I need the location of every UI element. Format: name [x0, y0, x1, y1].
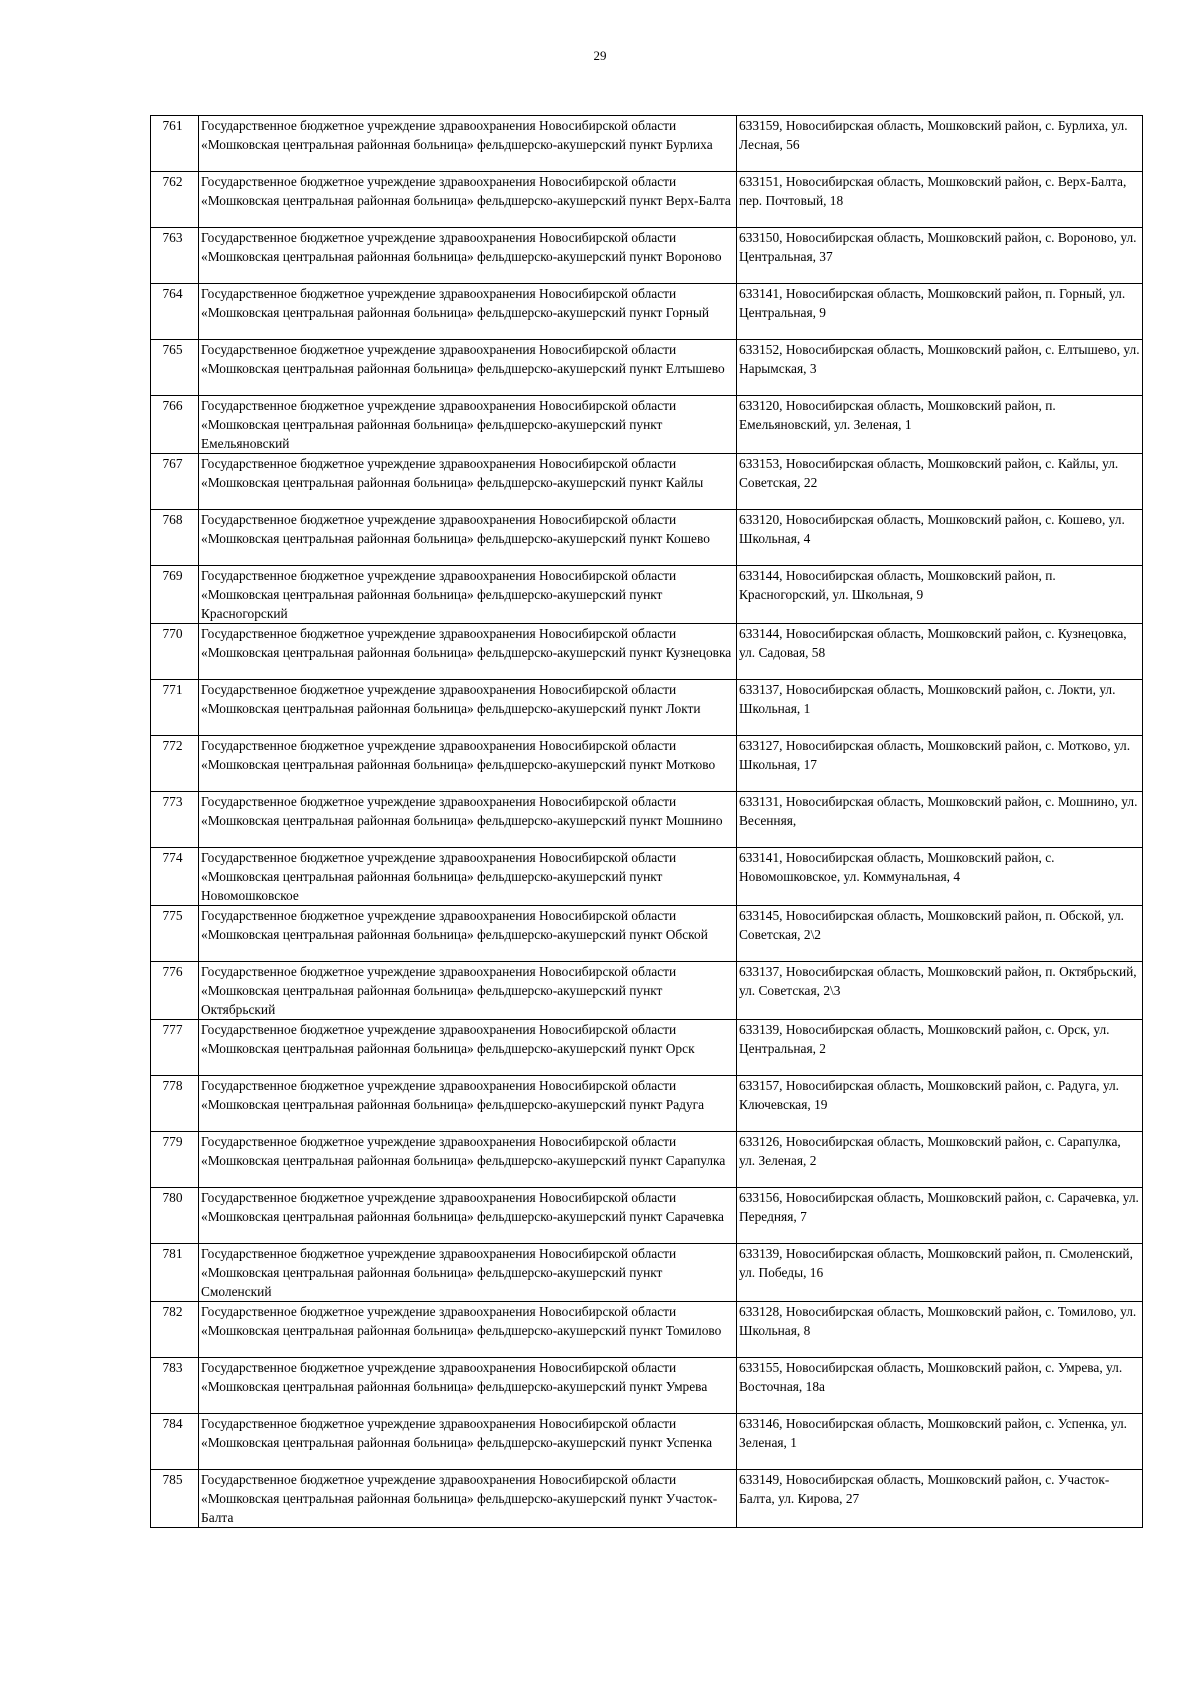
table-row [151, 172, 1143, 228]
institution-name-cell: Государственное бюджетное учреждение здравоохранения Новосибирской области «Мошковская центральная районная больница» фельдшерско-акушерский пункт Верх-Балта [199, 172, 737, 228]
institution-name-cell: Государственное бюджетное учреждение здравоохранения Новосибирской области «Мошковская центральная районная больница» фельдшерско-акушерский пункт Умрева [199, 1358, 737, 1414]
row-number-cell: 777 [151, 1020, 199, 1076]
row-number-cell: 774 [151, 848, 199, 906]
table-row [151, 1414, 1143, 1470]
row-number-cell: 785 [151, 1470, 199, 1528]
row-number-cell: 775 [151, 906, 199, 962]
table-row [151, 566, 1143, 624]
row-number-cell: 767 [151, 454, 199, 510]
institution-name-cell: Государственное бюджетное учреждение здравоохранения Новосибирской области «Мошковская центральная районная больница» фельдшерско-акушерский пункт Радуга [199, 1076, 737, 1132]
institution-name-cell: Государственное бюджетное учреждение здравоохранения Новосибирской области «Мошковская центральная районная больница» фельдшерско-акушерский пункт Мошнино [199, 792, 737, 848]
row-number-cell: 761 [151, 116, 199, 172]
row-number-cell: 763 [151, 228, 199, 284]
address-cell: 633156, Новосибирская область, Мошковский район, с. Сарачевка, ул. Передняя, 7 [737, 1188, 1143, 1244]
table-row [151, 340, 1143, 396]
institution-name-cell: Государственное бюджетное учреждение здравоохранения Новосибирской области «Мошковская центральная районная больница» фельдшерско-акушерский пункт Октябрьский [199, 962, 737, 1020]
row-number-cell: 784 [151, 1414, 199, 1470]
address-cell: 633150, Новосибирская область, Мошковский район, с. Вороново, ул. Центральная, 37 [737, 228, 1143, 284]
address-cell: 633155, Новосибирская область, Мошковский район, с. Умрева, ул. Восточная, 18а [737, 1358, 1143, 1414]
address-cell: 633149, Новосибирская область, Мошковский район, с. Участок-Балта, ул. Кирова, 27 [737, 1470, 1143, 1528]
table-row [151, 1358, 1143, 1414]
address-cell: 633137, Новосибирская область, Мошковский район, п. Октябрьский, ул. Советская, 2\3 [737, 962, 1143, 1020]
table-row [151, 906, 1143, 962]
institution-name-cell: Государственное бюджетное учреждение здравоохранения Новосибирской области «Мошковская центральная районная больница» фельдшерско-акушерский пункт Кошево [199, 510, 737, 566]
table-row [151, 1244, 1143, 1302]
table-row [151, 284, 1143, 340]
page-number: 29 [593, 48, 607, 63]
institution-name-cell: Государственное бюджетное учреждение здравоохранения Новосибирской области «Мошковская центральная районная больница» фельдшерско-акушерский пункт Локти [199, 680, 737, 736]
institution-name-cell: Государственное бюджетное учреждение здравоохранения Новосибирской области «Мошковская центральная районная больница» фельдшерско-акушерский пункт Новомошковское [199, 848, 737, 906]
address-cell: 633126, Новосибирская область, Мошковский район, с. Сарапулка, ул. Зеленая, 2 [737, 1132, 1143, 1188]
institution-name-cell: Государственное бюджетное учреждение здравоохранения Новосибирской области «Мошковская центральная районная больница» фельдшерско-акушерский пункт Сарапулка [199, 1132, 737, 1188]
institution-name-cell: Государственное бюджетное учреждение здравоохранения Новосибирской области «Мошковская центральная районная больница» фельдшерско-акушерский пункт Орск [199, 1020, 737, 1076]
address-cell: 633141, Новосибирская область, Мошковский район, с. Новомошковское, ул. Коммунальная, 4 [737, 848, 1143, 906]
institution-name-cell: Государственное бюджетное учреждение здравоохранения Новосибирской области «Мошковская центральная районная больница» фельдшерско-акушерский пункт Томилово [199, 1302, 737, 1358]
row-number-cell: 765 [151, 340, 199, 396]
institution-name-cell: Государственное бюджетное учреждение здравоохранения Новосибирской области «Мошковская центральная районная больница» фельдшерско-акушерский пункт Обской [199, 906, 737, 962]
address-cell: 633153, Новосибирская область, Мошковский район, с. Кайлы, ул. Советская, 22 [737, 454, 1143, 510]
table-row [151, 1302, 1143, 1358]
row-number-cell: 770 [151, 624, 199, 680]
row-number-cell: 772 [151, 736, 199, 792]
row-number-cell: 776 [151, 962, 199, 1020]
institution-name-cell: Государственное бюджетное учреждение здравоохранения Новосибирской области «Мошковская центральная районная больница» фельдшерско-акушерский пункт Бурлиха [199, 116, 737, 172]
institution-name-cell: Государственное бюджетное учреждение здравоохранения Новосибирской области «Мошковская центральная районная больница» фельдшерско-акушерский пункт Сарачевка [199, 1188, 737, 1244]
institution-name-cell: Государственное бюджетное учреждение здравоохранения Новосибирской области «Мошковская центральная районная больница» фельдшерско-акушерский пункт Красногорский [199, 566, 737, 624]
row-number-cell: 773 [151, 792, 199, 848]
row-number-cell: 779 [151, 1132, 199, 1188]
row-number-cell: 769 [151, 566, 199, 624]
address-cell: 633120, Новосибирская область, Мошковский район, с. Кошево, ул. Школьная, 4 [737, 510, 1143, 566]
address-cell: 633139, Новосибирская область, Мошковский район, с. Орск, ул. Центральная, 2 [737, 1020, 1143, 1076]
table-row [151, 1132, 1143, 1188]
institution-name-cell: Государственное бюджетное учреждение здравоохранения Новосибирской области «Мошковская центральная районная больница» фельдшерско-акушерский пункт Участок-Балта [199, 1470, 737, 1528]
row-number-cell: 780 [151, 1188, 199, 1244]
institution-name-cell: Государственное бюджетное учреждение здравоохранения Новосибирской области «Мошковская центральная районная больница» фельдшерско-акушерский пункт Горный [199, 284, 737, 340]
row-number-cell: 782 [151, 1302, 199, 1358]
row-number-cell: 762 [151, 172, 199, 228]
table-row [151, 396, 1143, 454]
table-row [151, 1188, 1143, 1244]
address-cell: 633144, Новосибирская область, Мошковский район, п. Красногорский, ул. Школьная, 9 [737, 566, 1143, 624]
table-row [151, 1020, 1143, 1076]
institution-name-cell: Государственное бюджетное учреждение здравоохранения Новосибирской области «Мошковская центральная районная больница» фельдшерско-акушерский пункт Кузнецовка [199, 624, 737, 680]
address-cell: 633131, Новосибирская область, Мошковский район, с. Мошнино, ул. Весенняя, [737, 792, 1143, 848]
table-row [151, 792, 1143, 848]
address-cell: 633145, Новосибирская область, Мошковский район, п. Обской, ул. Советская, 2\2 [737, 906, 1143, 962]
table-row [151, 1076, 1143, 1132]
address-cell: 633137, Новосибирская область, Мошковский район, с. Локти, ул. Школьная, 1 [737, 680, 1143, 736]
table-row [151, 680, 1143, 736]
address-cell: 633159, Новосибирская область, Мошковский район, с. Бурлиха, ул. Лесная, 56 [737, 116, 1143, 172]
institution-name-cell: Государственное бюджетное учреждение здравоохранения Новосибирской области «Мошковская центральная районная больница» фельдшерско-акушерский пункт Смоленский [199, 1244, 737, 1302]
address-cell: 633151, Новосибирская область, Мошковский район, с. Верх-Балта, пер. Почтовый, 18 [737, 172, 1143, 228]
institution-name-cell: Государственное бюджетное учреждение здравоохранения Новосибирской области «Мошковская центральная районная больница» фельдшерско-акушерский пункт Емельяновский [199, 396, 737, 454]
table-body [151, 116, 1143, 1528]
table-row [151, 736, 1143, 792]
institution-name-cell: Государственное бюджетное учреждение здравоохранения Новосибирской области «Мошковская центральная районная больница» фельдшерско-акушерский пункт Успенка [199, 1414, 737, 1470]
institution-name-cell: Государственное бюджетное учреждение здравоохранения Новосибирской области «Мошковская центральная районная больница» фельдшерско-акушерский пункт Елтышево [199, 340, 737, 396]
institution-name-cell: Государственное бюджетное учреждение здравоохранения Новосибирской области «Мошковская центральная районная больница» фельдшерско-акушерский пункт Вороново [199, 228, 737, 284]
institution-name-cell: Государственное бюджетное учреждение здравоохранения Новосибирской области «Мошковская центральная районная больница» фельдшерско-акушерский пункт Кайлы [199, 454, 737, 510]
row-number-cell: 768 [151, 510, 199, 566]
table-row [151, 116, 1143, 172]
address-cell: 633141, Новосибирская область, Мошковский район, п. Горный, ул. Центральная, 9 [737, 284, 1143, 340]
address-cell: 633127, Новосибирская область, Мошковский район, с. Мотково, ул. Школьная, 17 [737, 736, 1143, 792]
row-number-cell: 783 [151, 1358, 199, 1414]
address-cell: 633128, Новосибирская область, Мошковский район, с. Томилово, ул. Школьная, 8 [737, 1302, 1143, 1358]
table-row [151, 1470, 1143, 1528]
table-row [151, 454, 1143, 510]
address-cell: 633120, Новосибирская область, Мошковский район, п. Емельяновский, ул. Зеленая, 1 [737, 396, 1143, 454]
row-number-cell: 771 [151, 680, 199, 736]
table-row [151, 624, 1143, 680]
address-cell: 633139, Новосибирская область, Мошковский район, п. Смоленский, ул. Победы, 16 [737, 1244, 1143, 1302]
registry-table [150, 115, 1143, 1528]
table-row [151, 848, 1143, 906]
table-row [151, 962, 1143, 1020]
table-row [151, 228, 1143, 284]
row-number-cell: 778 [151, 1076, 199, 1132]
address-cell: 633152, Новосибирская область, Мошковский район, с. Елтышево, ул. Нарымская, 3 [737, 340, 1143, 396]
row-number-cell: 766 [151, 396, 199, 454]
address-cell: 633144, Новосибирская область, Мошковский район, с. Кузнецовка, ул. Садовая, 58 [737, 624, 1143, 680]
row-number-cell: 781 [151, 1244, 199, 1302]
address-cell: 633146, Новосибирская область, Мошковский район, с. Успенка, ул. Зеленая, 1 [737, 1414, 1143, 1470]
address-cell: 633157, Новосибирская область, Мошковский район, с. Радуга, ул. Ключевская, 19 [737, 1076, 1143, 1132]
table-row [151, 510, 1143, 566]
institution-name-cell: Государственное бюджетное учреждение здравоохранения Новосибирской области «Мошковская центральная районная больница» фельдшерско-акушерский пункт Мотково [199, 736, 737, 792]
row-number-cell: 764 [151, 284, 199, 340]
